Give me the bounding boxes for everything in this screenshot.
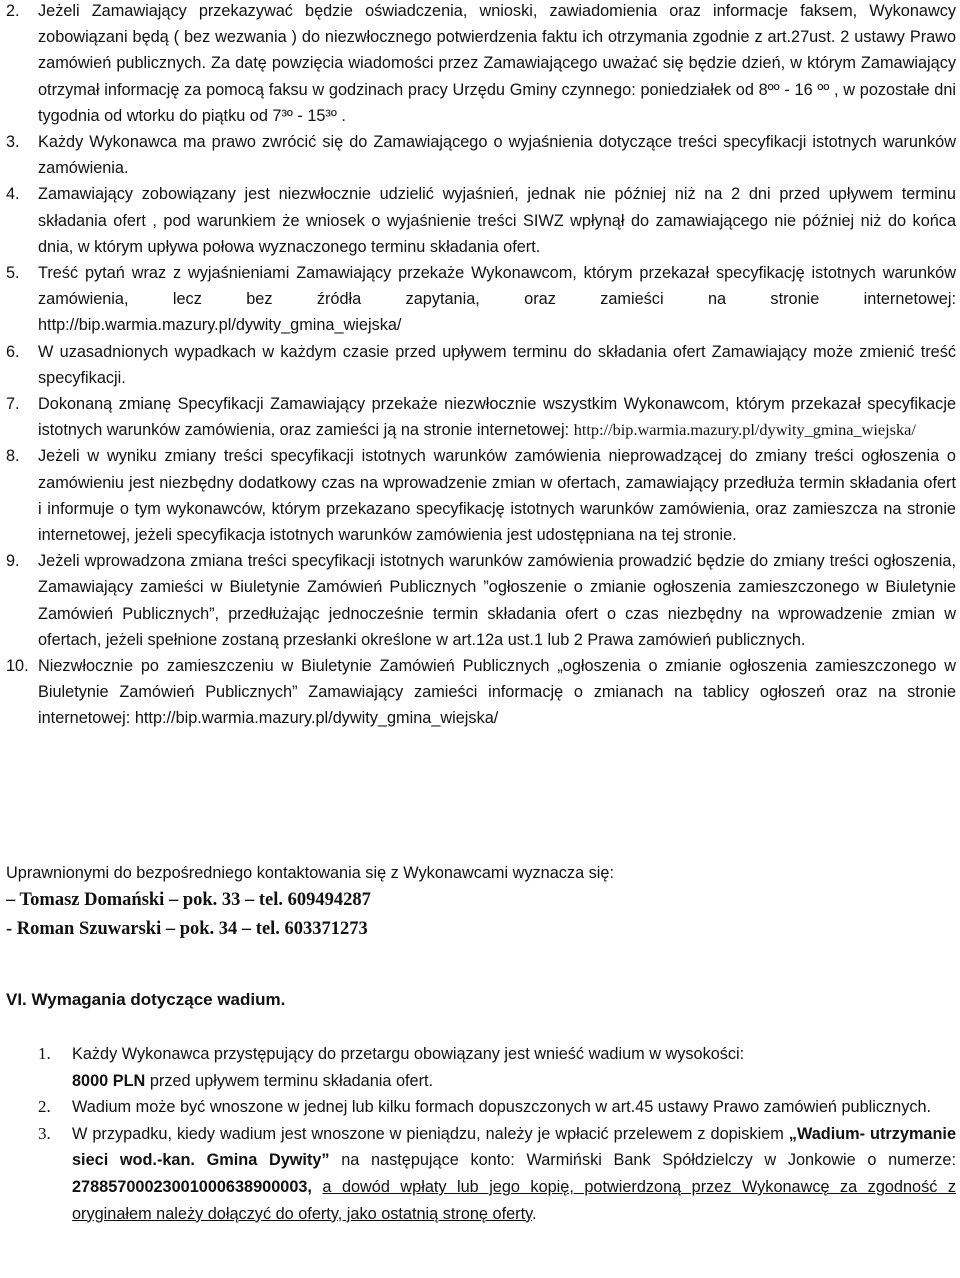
item-text: przed upływem terminu składania ofert. bbox=[145, 1071, 434, 1090]
list-item bbox=[6, 391, 956, 443]
list-item bbox=[6, 129, 956, 181]
contacts-intro: Uprawnionymi do bezpośredniego kontaktowania się z Wykonawcami wyznacza się: bbox=[6, 864, 614, 882]
item-number: 5. bbox=[6, 264, 20, 283]
underlined-text: a dowód wpłaty lub jego kopię, potwierdzoną przez Wykonawcę za zgodność z oryginałem należy dołączyć do oferty, jako ostatnią stronę oferty bbox=[72, 1177, 956, 1223]
item-text: . bbox=[532, 1204, 537, 1223]
section-title: VI. Wymagania dotyczące wadium. bbox=[6, 990, 286, 1009]
item-text: Jeżeli w wyniku zmiany treści specyfikacji istotnych warunków zamówienia nieprowadzącej do zmiany treści ogłoszenia o zamówieniu jest niezbędny dodatkowy czas na wprowadzenie zmian w ofertach, zamawiający przedłuża termin składania ofert i informuje o tym wykonawców, którym przekazano specyfikację istotnych warunków zamówienia, oraz zamieszcza na stronie internetowej, jeżeli specyfikacja istotnych warunków zamówienia jest udostępniana na tej stronie. bbox=[38, 447, 956, 545]
wadium-amount: 8000 PLN bbox=[72, 1071, 146, 1090]
item-text: W uzasadnionych wypadkach w każdym czasie przed upływem terminu do składania ofert Zamawiający może zmienić treść specyfikacji. bbox=[38, 342, 956, 387]
contacts-block bbox=[6, 860, 956, 944]
list-item bbox=[38, 1041, 956, 1094]
item-url: http://bip.warmia.mazury.pl/dywity_gmina_wiejska/ bbox=[573, 420, 916, 440]
item-number: 2. bbox=[6, 2, 20, 20]
item-text: Treść pytań wraz z wyjaśnieniami Zamawiający przekaże Wykonawcom, którym przekazał specyfikację istotnych warunków zamówienia, lecz bez źródła zapytania, oraz zamieści na stronie internetowej: http://bip.warmia.mazury.pl/dywity_gmina_wiejska/ bbox=[38, 264, 956, 335]
item-text: Niezwłocznie po zamieszczeniu w Biuletynie Zamówień Publicznych „ogłoszenia o zmianie ogłoszenia zamieszczonego w Biuletynie Zamówień Publicznych” Zamawiający zamieści informację o zmianach na tablicy ogłoszeń oraz na stronie internetowej: http://bip.warmia.mazury.pl/dywity_gmina_wiejska/ bbox=[38, 657, 956, 728]
item-number: 7. bbox=[6, 395, 20, 414]
transfer-note: „Wadium- utrzymanie sieci wod.-kan. Gmina Dywity” bbox=[72, 1124, 957, 1170]
item-text: W przypadku, kiedy wadium jest wnoszone w pieniądzu, należy je wpłacić przelewem z dopiskiem bbox=[72, 1124, 789, 1143]
item-number: 2. bbox=[38, 1097, 51, 1117]
procedure-list bbox=[6, 0, 956, 732]
list-item bbox=[6, 443, 956, 548]
item-text: na następujące konto: Warmiński Bank Spółdzielczy w Jonkowie o numerze: bbox=[329, 1151, 956, 1170]
list-item bbox=[38, 1121, 956, 1227]
item-text: Każdy Wykonawca przystępujący do przetargu obowiązany jest wnieść wadium w wysokości: bbox=[72, 1045, 745, 1063]
wadium-list bbox=[38, 1041, 956, 1227]
item-number: 9. bbox=[6, 552, 20, 571]
item-number: 3. bbox=[38, 1123, 51, 1143]
item-number: 4. bbox=[6, 185, 20, 204]
item-number: 6. bbox=[6, 342, 20, 361]
item-number: 10. bbox=[6, 657, 29, 676]
item-text-block bbox=[72, 1121, 956, 1227]
list-item bbox=[38, 1094, 956, 1121]
list-item bbox=[6, 339, 956, 391]
item-number: 8. bbox=[6, 447, 20, 466]
item-number: 3. bbox=[6, 133, 20, 152]
item-text: Jeżeli Zamawiający przekazywać będzie oświadczenia, wnioski, zawiadomienia oraz informacje faksem, Wykonawcy zobowiązani będą ( bez wezwania ) do niezwłocznego potwierdzenia faktu ich otrzymania zgodnie z art.27ust. 2 ustawy Prawo zamówień publicznych. Za datę powzięcia wiadomości przez Zamawiającego uważać się będzie dzień, w którym Zamawiający otrzymał informację za pomocą faksu w godzinach pracy Urzędu Gminy czynnego: poniedziałek od 8ºº - 16 ºº , w pozostałe dni tygodnia od wtorku do piątku od 7³º - 15³º . bbox=[38, 2, 956, 125]
account-number: 27885700023001000638900003, bbox=[72, 1177, 312, 1196]
contact-person: - Roman Szuwarski – pok. 34 – tel. 603371273 bbox=[6, 919, 368, 939]
item-text-block bbox=[72, 1041, 956, 1094]
list-item bbox=[6, 181, 956, 260]
item-text: Jeżeli wprowadzona zmiana treści specyfikacji istotnych warunków zamówienia prowadzić będzie do zmiany treści ogłoszenia, Zamawiający zamieści w Biuletynie Zamówień Publicznych ”ogłoszenie o zmianie ogłoszenia zamieszczonego w Biuletynie Zamówień Publicznych”, przedłużając jednocześnie termin składania ofert o czas niezbędny na wprowadzenie zmian w ofertach, jeżeli spełnione zostaną przesłanki określone w art.12a ust.1 lub 2 Prawa zamówień publicznych. bbox=[38, 552, 956, 649]
item-text-block bbox=[38, 391, 956, 443]
item-text: Dokonaną zmianę Specyfikacji Zamawiający przekaże niezwłocznie wszystkim Wykonawcom, którym przekazał specyfikacje istotnych warunków zamówienia, oraz zamieści ją na stronie internetowej: bbox=[38, 395, 956, 440]
list-item bbox=[6, 653, 956, 732]
item-text: Każdy Wykonawca ma prawo zwrócić się do Zamawiającego o wyjaśnienia dotyczące treści specyfikacji istotnych warunków zamówienia. bbox=[38, 133, 956, 178]
contact-person: – Tomasz Domański – pok. 33 – tel. 609494287 bbox=[6, 890, 371, 910]
list-item bbox=[6, 0, 956, 129]
item-number: 1. bbox=[38, 1044, 51, 1063]
list-item bbox=[6, 548, 956, 653]
item-text: Zamawiający zobowiązany jest niezwłocznie udzielić wyjaśnień, jednak nie później niż na 2 dni przed upływem terminu składania ofert , pod warunkiem że wniosek o wyjaśnienie treści SIWZ wpłynął do zamawiającego nie później niż do końca dnia, w którym upływa połowa wyznaczonego terminu składania ofert. bbox=[38, 185, 956, 256]
item-text: Wadium może być wnoszone w jednej lub kilku formach dopuszczonych w art.45 ustawy Prawo zamówień publicznych. bbox=[72, 1098, 932, 1117]
list-item bbox=[6, 260, 956, 339]
